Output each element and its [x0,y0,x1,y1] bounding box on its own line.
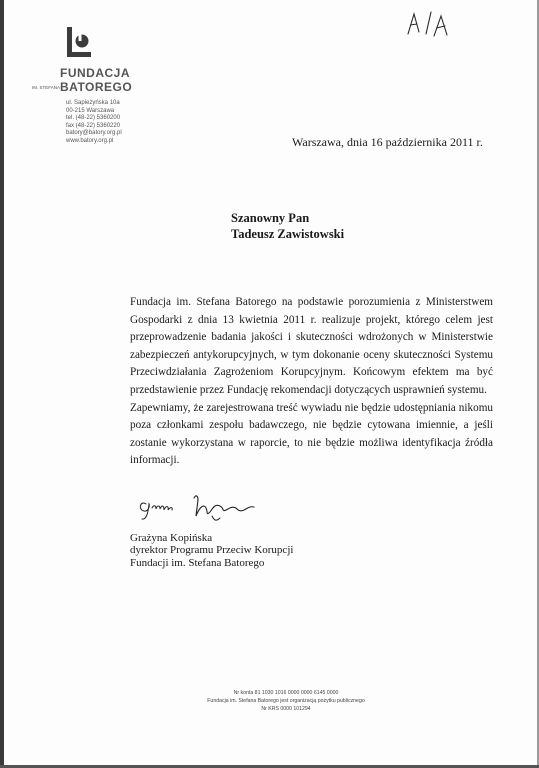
recipient-name: Tadeusz Zawistowski [231,227,345,241]
signer-title: dyrektor Programu Przeciw Korupcji [130,544,294,557]
organization-address [66,100,122,146]
address-line: ul. Sapieżyńska 10a [66,100,120,106]
signer-organization: Fundacji im. Stefana Batorego [130,556,265,569]
letter-body [130,294,493,470]
footer-line: Fundacja im. Stefana Batorego jest organizacją pożytku publicznego [207,697,365,704]
org-name-prefix: IM. STEFANA [32,85,61,90]
salutation-line1: Szanowny Pan [231,211,310,225]
body-paragraph: Fundacja im. Stefana Batorego na podstawie porozumienia z Ministerstwem Gospodarki z dnia 13 kwietnia 2011 r. realizuje projekt, którego celem jest przeprowadzenie badania jakości i skuteczności wdrożonych w Ministerstwie zabezpieczeń antykorupcyjnych, w tym dokonanie oceny skuteczności Systemu Przeciwdziałania Zagrożeniom Korupcyjnym. Końcowym efektem ma być przedstawienie przez Fundację rekomendacji dotyczących usprawnień systemu. [130,296,493,396]
address-line: tel. (48-22) 5360200 [66,115,121,122]
salutation [231,210,344,242]
address-line: 00-215 Warszawa [66,107,115,114]
handwritten-mark [405,8,453,40]
footer-line: Nr konta 81 1030 1016 0000 0000 6145 0000 [233,690,339,696]
handwritten-signature [136,490,268,524]
foundation-logo-icon [67,27,91,57]
body-paragraph: Zapewniamy, że zarejestrowana treść wywiadu nie będzie udostępniania nikomu poza członkami zespołu badawczego, nie będzie cytowana imiennie, a jeśli zostanie wykorzystana w raporcie, to nie będzie możliwa identyfikacja źródła informacji. [130,401,493,467]
signer-name: Grażyna Kopińska [130,532,213,544]
address-line: fax (48-22) 5360220 [66,122,121,129]
scan-edge-left [0,0,4,768]
letter-footer [170,690,402,713]
signer-block [130,532,293,569]
org-name-line1: FUNDACJA [60,66,130,80]
address-line: www.batory.org.pl [66,137,114,144]
address-line: batory@batory.org.pl [66,130,122,137]
letter-date: Warszawa, dnia 16 października 2011 r. [292,135,483,149]
org-name-line2: BATOREGO [60,80,133,94]
footer-line: Nr KRS 0000 101294 [261,705,311,712]
